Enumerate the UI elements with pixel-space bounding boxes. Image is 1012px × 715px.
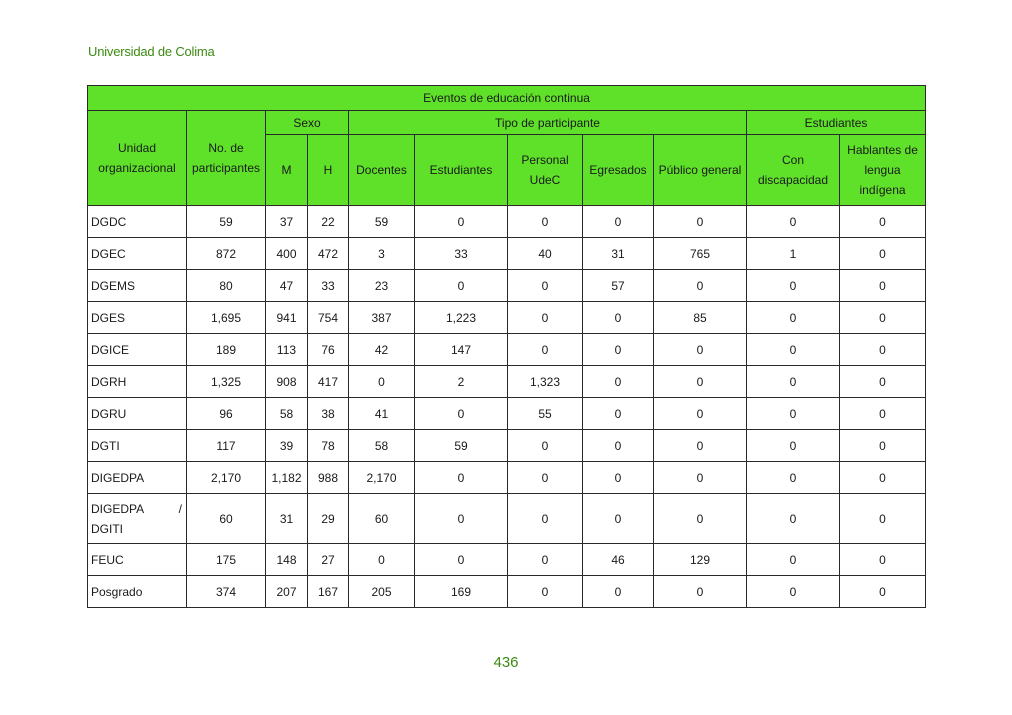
page-number: 436 [493, 654, 519, 671]
cell-value: 417 [308, 366, 349, 398]
cell-value: 1,182 [266, 462, 308, 494]
cell-value: 374 [187, 576, 266, 608]
cell-value: 2,170 [349, 462, 415, 494]
cell-value: 0 [508, 462, 583, 494]
cell-value: 0 [583, 462, 654, 494]
cell-value: 59 [187, 206, 266, 238]
cell-value: 60 [349, 494, 415, 544]
cell-value: 0 [747, 334, 840, 366]
cell-unidad [88, 494, 187, 544]
cell-value: 78 [308, 430, 349, 462]
col-header-discapacidad: Con discapacidad [747, 135, 840, 206]
cell-value: 400 [266, 238, 308, 270]
cell-value: 0 [747, 576, 840, 608]
cell-value: 0 [508, 206, 583, 238]
cell-value: 42 [349, 334, 415, 366]
cell-value: 0 [747, 494, 840, 544]
cell-value: 39 [266, 430, 308, 462]
cell-value: 0 [840, 398, 926, 430]
cell-value: 0 [654, 430, 747, 462]
cell-value: 189 [187, 334, 266, 366]
organization-name: Universidad de Colima [88, 44, 215, 59]
cell-value: 0 [508, 270, 583, 302]
cell-value: 129 [654, 544, 747, 576]
cell-value: 58 [349, 430, 415, 462]
cell-value: 0 [415, 270, 508, 302]
cell-unidad: DGRU [88, 398, 187, 430]
table-row [88, 206, 926, 238]
cell-value: 0 [415, 462, 508, 494]
col-header-m: M [266, 135, 308, 206]
cell-value: 0 [840, 576, 926, 608]
cell-value: 1,325 [187, 366, 266, 398]
table-row [88, 238, 926, 270]
cell-value: 0 [840, 430, 926, 462]
cell-value: 0 [747, 206, 840, 238]
table-row [88, 398, 926, 430]
cell-value: 0 [583, 334, 654, 366]
cell-value: 0 [840, 334, 926, 366]
col-header-hablantes: Hablantes de lengua indígena [840, 135, 926, 206]
cell-value: 0 [508, 302, 583, 334]
cell-value: 0 [583, 302, 654, 334]
cell-value: 31 [266, 494, 308, 544]
cell-value: 0 [654, 462, 747, 494]
col-header-h: H [308, 135, 349, 206]
cell-value: 0 [349, 544, 415, 576]
cell-unidad: DGRH [88, 366, 187, 398]
cell-value: 0 [654, 366, 747, 398]
cell-value: 754 [308, 302, 349, 334]
cell-value: 0 [840, 462, 926, 494]
cell-value: 0 [747, 544, 840, 576]
cell-value: 22 [308, 206, 349, 238]
cell-unidad: DGES [88, 302, 187, 334]
table-row [88, 494, 926, 544]
cell-value: 0 [840, 302, 926, 334]
cell-value: 31 [583, 238, 654, 270]
cell-value: 59 [349, 206, 415, 238]
table-body [88, 206, 926, 608]
cell-value: 0 [747, 398, 840, 430]
cell-value: 27 [308, 544, 349, 576]
table-title: Eventos de educación continua [88, 86, 926, 111]
cell-value: 57 [583, 270, 654, 302]
cell-value: 0 [654, 576, 747, 608]
cell-value: 0 [747, 366, 840, 398]
cell-value: 0 [840, 544, 926, 576]
cell-unidad: DGTI [88, 430, 187, 462]
cell-value: 76 [308, 334, 349, 366]
cell-value: 2,170 [187, 462, 266, 494]
cell-unidad: DIGEDPA [88, 462, 187, 494]
table-row [88, 462, 926, 494]
cell-value: 29 [308, 494, 349, 544]
cell-value: 0 [840, 366, 926, 398]
cell-unidad: DGEMS [88, 270, 187, 302]
cell-value: 33 [415, 238, 508, 270]
col-header-publico: Público general [654, 135, 747, 206]
cell-value: 169 [415, 576, 508, 608]
cell-value: 0 [508, 576, 583, 608]
table-row [88, 270, 926, 302]
table-row [88, 334, 926, 366]
cell-unidad: DGICE [88, 334, 187, 366]
cell-value: 41 [349, 398, 415, 430]
cell-value: 0 [840, 238, 926, 270]
cell-value: 941 [266, 302, 308, 334]
cell-value: 0 [508, 494, 583, 544]
cell-value: 0 [583, 576, 654, 608]
cell-value: 96 [187, 398, 266, 430]
cell-unidad: DGDC [88, 206, 187, 238]
table-row [88, 366, 926, 398]
cell-value: 1,323 [508, 366, 583, 398]
cell-value: 167 [308, 576, 349, 608]
cell-value: 0 [583, 494, 654, 544]
cell-value: 1,695 [187, 302, 266, 334]
cell-value: 0 [349, 366, 415, 398]
cell-value: 60 [187, 494, 266, 544]
cell-value: 3 [349, 238, 415, 270]
cell-value: 1 [747, 238, 840, 270]
cell-value: 23 [349, 270, 415, 302]
cell-value: 0 [747, 462, 840, 494]
unit-part: DGITI [91, 521, 123, 536]
col-header-estudiantes: Estudiantes [415, 135, 508, 206]
cell-value: 59 [415, 430, 508, 462]
cell-value: 0 [583, 398, 654, 430]
cell-value: 0 [508, 430, 583, 462]
cell-value: 0 [508, 334, 583, 366]
cell-value: 148 [266, 544, 308, 576]
cell-value: 175 [187, 544, 266, 576]
unit-separator: / [178, 501, 182, 516]
cell-value: 1,223 [415, 302, 508, 334]
cell-value: 80 [187, 270, 266, 302]
col-header-personal: Personal UdeC [508, 135, 583, 206]
cell-value: 113 [266, 334, 308, 366]
unit-part: DIGEDPA [91, 501, 145, 516]
group-header-tipo-participante: Tipo de participante [349, 111, 747, 135]
group-header-sexo: Sexo [266, 111, 349, 135]
table-row [88, 576, 926, 608]
cell-value: 988 [308, 462, 349, 494]
cell-value: 0 [415, 494, 508, 544]
table-row [88, 544, 926, 576]
cell-value: 0 [840, 206, 926, 238]
cell-value: 0 [583, 366, 654, 398]
cell-unidad: Posgrado [88, 576, 187, 608]
cell-value: 0 [747, 302, 840, 334]
cell-value: 117 [187, 430, 266, 462]
continuing-education-table [87, 85, 926, 608]
cell-value: 38 [308, 398, 349, 430]
cell-value: 765 [654, 238, 747, 270]
cell-value: 0 [654, 494, 747, 544]
cell-value: 908 [266, 366, 308, 398]
col-header-docentes: Docentes [349, 135, 415, 206]
table-row [88, 302, 926, 334]
cell-value: 0 [654, 270, 747, 302]
cell-value: 2 [415, 366, 508, 398]
cell-value: 0 [508, 544, 583, 576]
cell-value: 0 [415, 398, 508, 430]
cell-value: 0 [415, 544, 508, 576]
group-header-estudiantes: Estudiantes [747, 111, 926, 135]
cell-value: 0 [840, 494, 926, 544]
cell-value: 0 [415, 206, 508, 238]
cell-value: 0 [654, 206, 747, 238]
cell-value: 0 [654, 398, 747, 430]
cell-value: 0 [747, 430, 840, 462]
cell-value: 0 [654, 334, 747, 366]
cell-value: 33 [308, 270, 349, 302]
cell-value: 47 [266, 270, 308, 302]
cell-value: 40 [508, 238, 583, 270]
cell-value: 55 [508, 398, 583, 430]
cell-value: 872 [187, 238, 266, 270]
cell-value: 85 [654, 302, 747, 334]
cell-value: 46 [583, 544, 654, 576]
cell-value: 472 [308, 238, 349, 270]
cell-value: 207 [266, 576, 308, 608]
cell-value: 58 [266, 398, 308, 430]
cell-value: 0 [747, 270, 840, 302]
col-header-participantes: No. de participantes [187, 111, 266, 206]
col-header-unidad: Unidad organizacional [88, 111, 187, 206]
cell-unidad: FEUC [88, 544, 187, 576]
cell-value: 0 [840, 270, 926, 302]
cell-value: 205 [349, 576, 415, 608]
cell-value: 0 [583, 430, 654, 462]
cell-value: 37 [266, 206, 308, 238]
cell-value: 147 [415, 334, 508, 366]
col-header-egresados: Egresados [583, 135, 654, 206]
cell-unidad: DGEC [88, 238, 187, 270]
table-row [88, 430, 926, 462]
cell-value: 387 [349, 302, 415, 334]
cell-value: 0 [583, 206, 654, 238]
